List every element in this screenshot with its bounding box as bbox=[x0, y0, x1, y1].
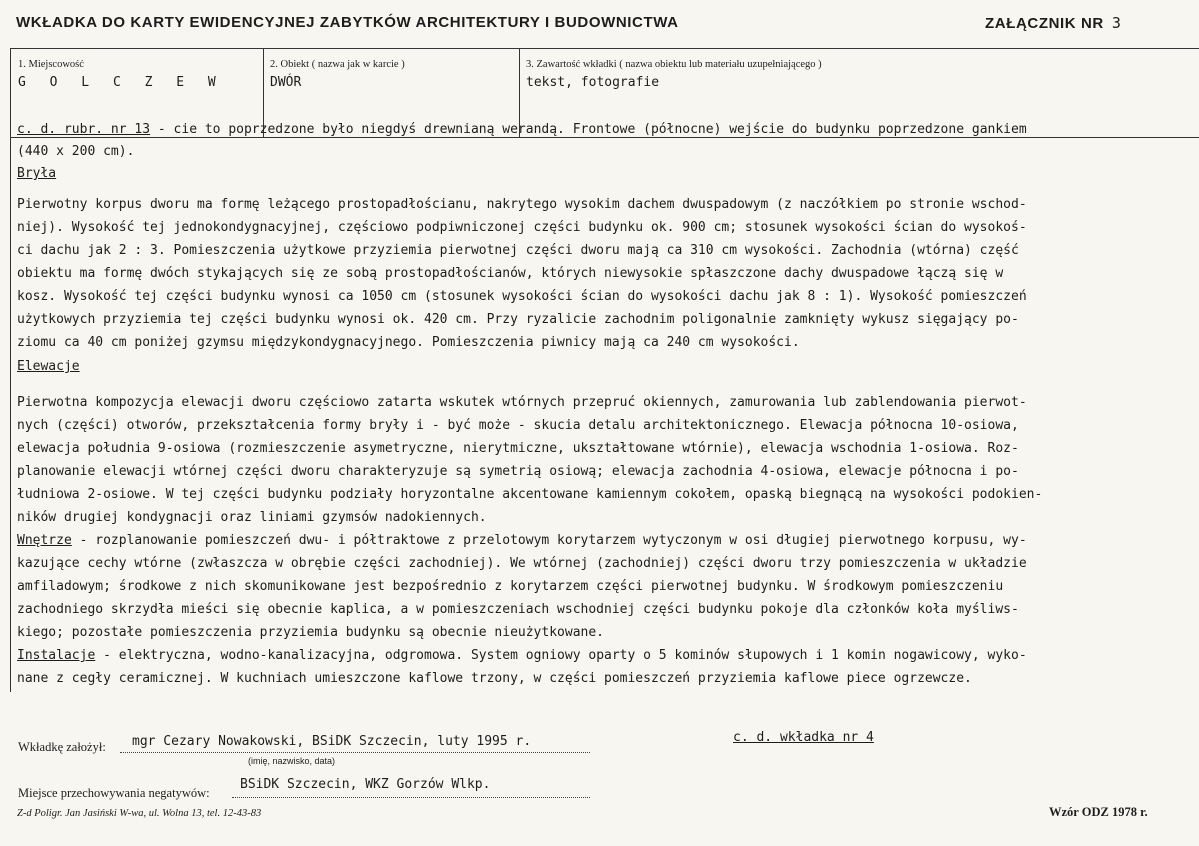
text-line: elewacja południa 9-osiowa (rozmieszczenie asymetryczne, nierytmiczne, ukształtowane wtórnie), elewacja wschodnia 1-osiowa. Roz- bbox=[17, 441, 1019, 456]
text-line: łudniowa 2-osiowe. W tej części budynku podziały horyzontalne akcentowane kamiennym cokołem, opaską biegnącą na wysokości podokien- bbox=[17, 487, 1043, 502]
text-line: ników drugiej kondygnacji oraz liniami gzymsów nadokiennych. bbox=[17, 510, 487, 525]
text-line: nane z cegły ceramicznej. W kuchniach umieszczone kaflowe trzony, w części pomieszczeń przyziemia kaflowe piece ogrzewcze. bbox=[17, 671, 972, 686]
content-label: 3. Zawartość wkładki ( nazwa obiektu lub materiału uzupełniającego ) bbox=[526, 59, 822, 70]
negatives-storage-line bbox=[232, 797, 590, 798]
annex-label: ZAŁĄCZNIK NR 3 bbox=[985, 14, 1122, 32]
object-label: 2. Obiekt ( nazwa jak w karcie ) bbox=[270, 59, 405, 70]
negatives-storage-value: BSiDK Szczecin, WKZ Gorzów Wlkp. bbox=[240, 777, 491, 792]
printer-imprint: Z-d Poligr. Jan Jasiński W-wa, ul. Wolna 13, tel. 12-43-83 bbox=[17, 808, 262, 819]
text-line: planowanie elewacji wtórnej części dworu charakteryzuje są symetrią osiową; elewacja zachodnia 4-osiowa, elewacje północna i po- bbox=[17, 464, 1019, 479]
form-title: WKŁADKA DO KARTY EWIDENCYJNEJ ZABYTKÓW ARCHITEKTURY I BUDOWNICTWA bbox=[16, 14, 679, 31]
text-line: (440 x 200 cm). bbox=[17, 144, 135, 159]
text-line: niej). Wysokość tej jednokondygnacyjnej, częściowo podpiwniczonej części budynku ok. 900 cm; stosunek wysokości ścian do wysokoś- bbox=[17, 220, 1027, 235]
left-margin-rule bbox=[10, 137, 11, 692]
prepared-by-value: mgr Cezary Nowakowski, BSiDK Szczecin, luty 1995 r. bbox=[132, 734, 532, 749]
section-heading-instalacje: Instalacje bbox=[17, 648, 96, 663]
content-value: tekst, fotografie bbox=[526, 75, 660, 90]
continuation-ref: c. d. rubr. nr 13 bbox=[17, 122, 151, 137]
locality-label: 1. Miejscowość bbox=[18, 59, 84, 70]
prepared-by-hint: (imię, nazwisko, data) bbox=[248, 756, 336, 766]
prepared-by-line bbox=[120, 752, 590, 753]
text-line: ci dachu jak 2 : 3. Pomieszczenia użytkowe przyziemia pierwotnej części dworu mają ca 310 cm wysokości. Zachodnia (wtórna) część bbox=[17, 243, 1019, 258]
text-line: amfiladowym; środkowe z nich skomunikowane jest bezpośrednio z korytarzem części pierwotnej budynku. W środkowym pomieszczeniu bbox=[17, 579, 1004, 594]
annex-number: 3 bbox=[1111, 14, 1122, 32]
text-line: Instalacje - elektryczna, wodno-kanalizacyjna, odgromowa. System ogniowy oparty o 5 kominów słupowych i 1 komin nogawicowy, wyko- bbox=[17, 648, 1027, 663]
continued-on-insert: c. d. wkładka nr 4 bbox=[733, 730, 874, 745]
text-line: użytkowych przyziemia tej części budynku wynosi ok. 420 cm. Przy ryzalicie zachodnim poligonalnie zamknięty wykusz sięgający po- bbox=[17, 312, 1019, 327]
form-template-id: Wzór ODZ 1978 r. bbox=[1049, 805, 1148, 819]
text-line: obiektu ma formę dwóch stykających się ze sobą prostopadłościanów, których niewysokie spłaszczone dachy dwuspadowe łączą się w bbox=[17, 266, 1004, 281]
text-line: ziomu ca 40 cm poniżej gzymsu międzykondygnacyjnego. Pomieszczenia piwnicy mają ca 240 cm wysokości. bbox=[17, 335, 800, 350]
negatives-storage-label: Miejsce przechowywania negatywów: bbox=[18, 786, 210, 800]
text-line: zachodniego skrzydła mieści się obecnie kaplica, a w pomieszczeniach wschodniej części budynku pokoje dla członków koła myśliws- bbox=[17, 602, 1019, 617]
text-line: Wnętrze - rozplanowanie pomieszczeń dwu- i półtraktowe z przelotowym korytarzem wytyczonym w osi długiej pierwotnego korpusu, wy- bbox=[17, 533, 1027, 548]
text-line: kiego; pozostałe pomieszczenia przyziemia budynku są obecnie nieużytkowane. bbox=[17, 625, 604, 640]
locality-value: G O L C Z E W bbox=[18, 75, 224, 90]
text-line: c. d. rubr. nr 13 - cie to poprzedzone było niegdyś drewnianą werandą. Frontowe (północne) wejście do budynku poprzedzone gankiem bbox=[17, 122, 1027, 137]
section-heading-bryla: Bryła bbox=[17, 166, 57, 181]
section-heading-wnetrze: Wnętrze bbox=[17, 533, 72, 548]
section-heading-elewacje: Elewacje bbox=[17, 359, 80, 374]
text-line: kosz. Wysokość tej części budynku wynosi ca 1050 cm (stosunek wysokości ścian do wysokości dachu jak 8 : 1). Wysokość pomieszczeń bbox=[17, 289, 1027, 304]
text-line: Pierwotny korpus dworu ma formę leżącego prostopadłościanu, nakrytego wysokim dachem dwuspadowym (z naczółkiem po stronie wschod- bbox=[17, 197, 1027, 212]
object-value: DWÓR bbox=[270, 75, 302, 90]
text-line: kazujące cechy wtórne (zwłaszcza w obrębie części zachodniej). We wtórnej (zachodniej) części dworu trzy pomieszczenia w układzie bbox=[17, 556, 1027, 571]
text-line: nych (części) otworów, przekształcenia formy bryły i - być może - skucia detalu architektonicznego. Elewacja północna 10-osiowa, bbox=[17, 418, 1019, 433]
prepared-by-label: Wkładkę założył: bbox=[18, 740, 106, 754]
text-line: Pierwotna kompozycja elewacji dworu częściowo zatarta wskutek wtórnych przepruć okiennych, zamurowania lub zablendowania pierwot- bbox=[17, 395, 1027, 410]
